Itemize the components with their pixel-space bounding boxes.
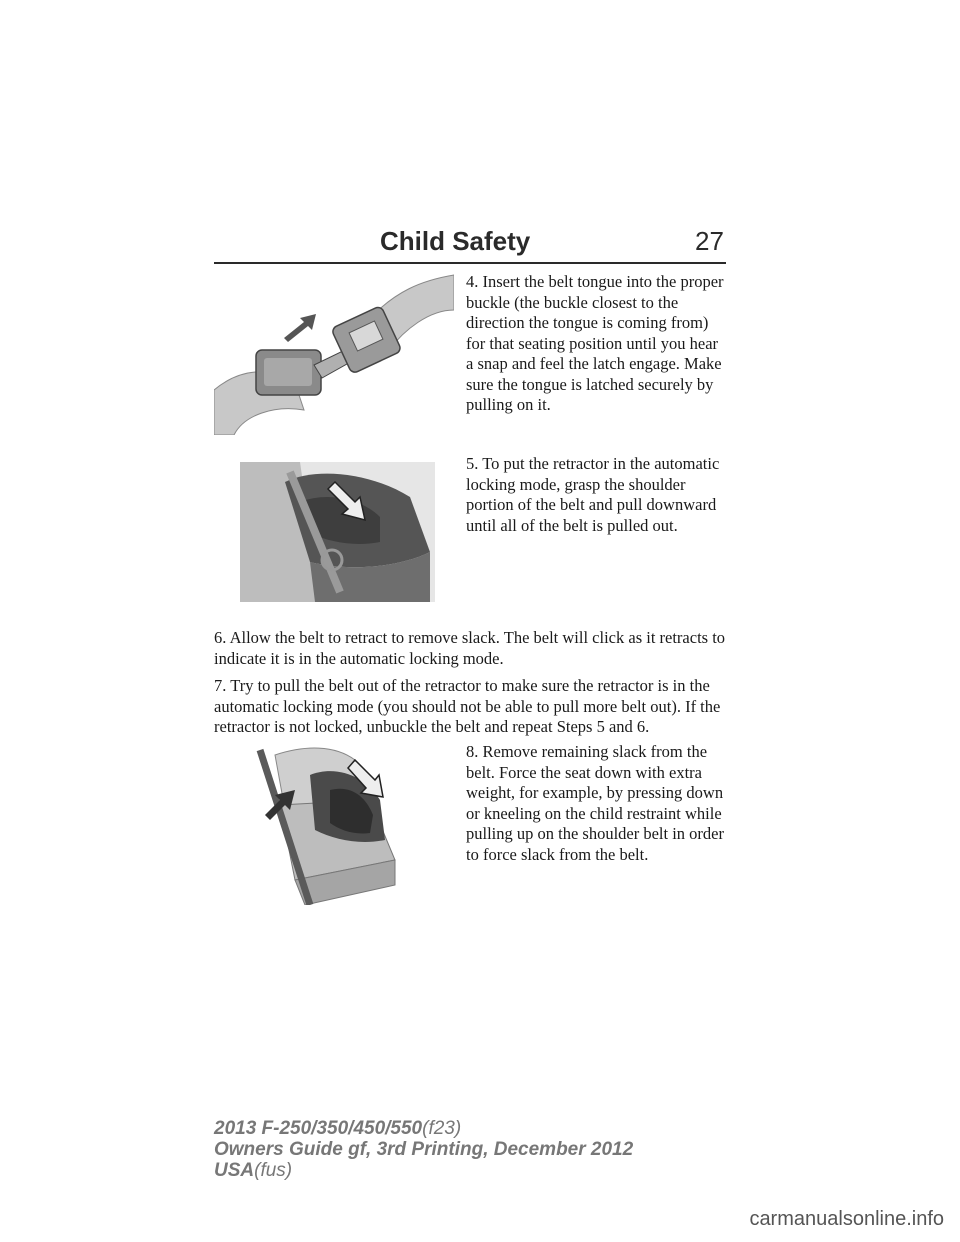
footer [214,1118,633,1181]
belt-buckle-illustration [214,270,454,435]
remove-slack-illustration [255,745,400,905]
footer-model: 2013 F-250/350/450/550 [214,1118,423,1139]
step-6-text: 6. Allow the belt to retract to remove slack. The belt will click as it retracts to indicate it is in the automatic locking mode. [214,628,726,668]
footer-line-1 [214,1118,633,1139]
step-7-text: 7. Try to pull the belt out of the retractor to make sure the retractor is in the automatic locking mode (you should not be able to pull more belt out). If the retractor is not locked, unbuckle the belt and repeat Steps 5 and 6. [214,676,721,736]
step-4-text: 4. Insert the belt tongue into the proper buckle (the buckle closest to the direction the tongue is coming from) for that seating position until you hear a snap and feel the latch engage. Make sure the tongue is latched securely by pulling on it. [466,272,724,414]
retractor-locking-illustration [240,462,435,602]
step-5-text: 5. To put the retractor in the automatic locking mode, grasp the shoulder portion of the belt and pull downward until all of the belt is pulled out. [466,454,720,535]
footer-line-2: Owners Guide gf, 3rd Printing, December 2012 [214,1139,634,1160]
page-number: 27 [695,226,724,256]
header-rule [214,262,726,264]
footer-line-3 [214,1160,633,1181]
section-title: Child Safety [380,226,531,256]
arrow-icon [284,314,316,342]
footer-market-code: (fus) [254,1160,293,1181]
footer-model-code: (f23) [422,1118,462,1139]
watermark: carmanualsonline.info [749,1208,944,1230]
footer-market: USA [214,1160,255,1181]
step-8-text: 8. Remove remaining slack from the belt. Force the seat down with extra weight, for example, by pressing down or kneeling on the child restraint while pulling up on the shoulder belt in order to force slack from the belt. [466,742,724,864]
